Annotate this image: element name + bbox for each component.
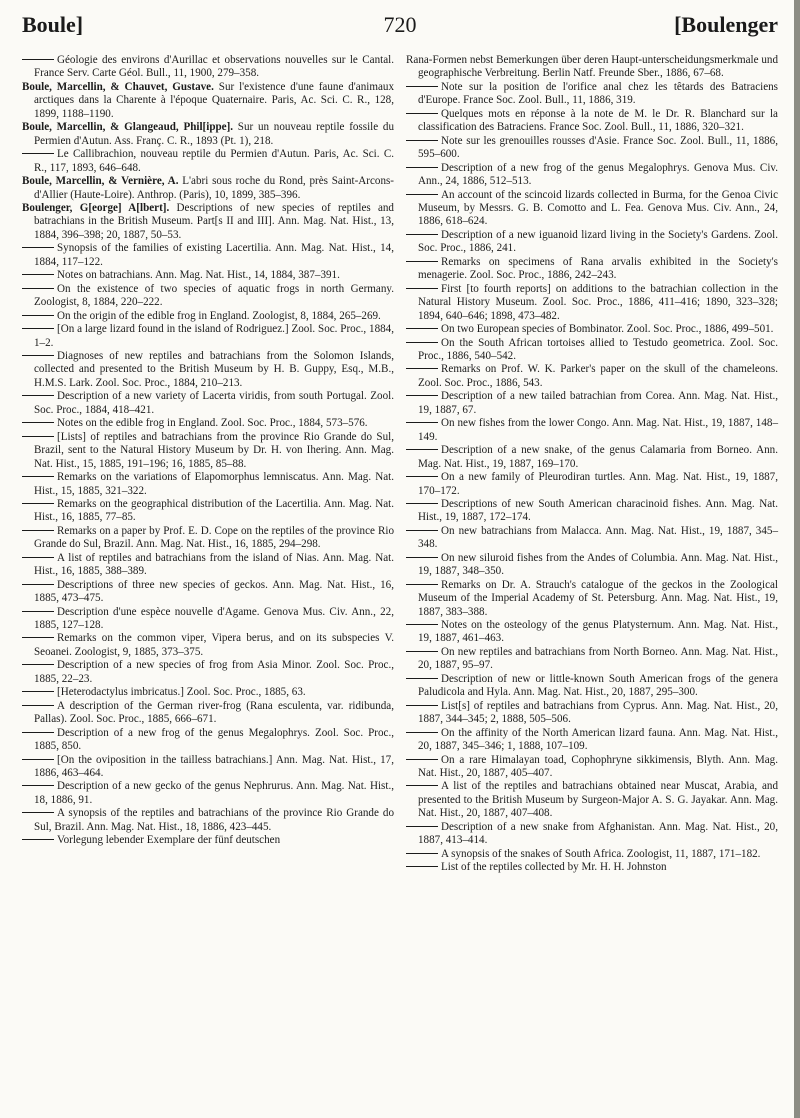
- entry-text: Description of a new snake, of the genus Calamaria from Borneo. Ann. Mag. Nat. Hist., 19, 1887, 169–170.: [418, 444, 778, 470]
- entry-text: Description of new or little-known South American frogs of the genera Paludicola and Hyla. Ann. Mag. Nat. Hist., 20, 1887, 295–300.: [418, 672, 778, 699]
- entry-text: Description of a new snake from Afghanistan. Ann. Mag. Nat. Hist., 20, 1887, 413–414.: [418, 820, 778, 847]
- entry-text: On new batrachians from Malacca. Ann. Mag. Nat. Hist., 19, 1887, 345–348.: [418, 524, 778, 551]
- ditto-dash: [406, 86, 438, 87]
- entry-text: First [to fourth reports] on additions to the batrachian collection in the Natural History Museum. Zool. Soc. Proc., 1886, 411–416; 1890, 323–328; 1894, 640–646; 1898, 473–482.: [418, 282, 778, 322]
- entry-text: Remarks on Prof. W. K. Parker's paper on the skull of the chameleons. Zool. Soc. Proc., 1886, 543.: [418, 363, 778, 389]
- ditto-dash: [22, 530, 54, 531]
- entry-text: L'abri sous roche du Rond, près Saint-Arcons-d'Allier (Haute-Loire). Anthrop. (Paris), 10, 1899, 385–396.: [34, 175, 394, 201]
- ditto-dash: [22, 274, 54, 275]
- entry-text: A list of reptiles and batrachians from the island of Nias. Ann. Mag. Nat. Hist., 16, 1885, 388–389.: [34, 551, 394, 578]
- ditto-dash: [406, 705, 438, 706]
- entry-text: [Heterodactylus imbricatus.] Zool. Soc. Proc., 1885, 63.: [57, 686, 306, 699]
- entry-text: Synopsis of the families of existing Lacertilia. Ann. Mag. Nat. Hist., 14, 1884, 117–122.: [34, 242, 394, 268]
- bibliography-entry: [406, 700, 778, 727]
- ditto-dash: [406, 422, 438, 423]
- ditto-dash: [22, 436, 54, 437]
- bibliography-entry: [406, 444, 778, 471]
- bibliography-entry: [22, 283, 394, 310]
- entry-text: Vorlegung lebender Exemplare der fünf deutschen: [57, 834, 281, 847]
- ditto-dash: [406, 476, 438, 477]
- bibliography-entry: [406, 525, 778, 552]
- entry-text: Notes on the edible frog in England. Zool. Soc. Proc., 1884, 573–576.: [57, 417, 368, 430]
- bibliography-entry: [22, 807, 394, 834]
- ditto-dash: [406, 732, 438, 733]
- entry-text: Notes on the osteology of the genus Platysternum. Ann. Mag. Nat. Hist., 19, 1887, 461–463.: [418, 619, 778, 645]
- bibliography-entry: [406, 81, 778, 108]
- ditto-dash: [22, 153, 54, 154]
- entry-text: Remarks on Dr. A. Strauch's catalogue of the geckos in the Zoological Museum of the Imperial Academy of St. Petersburg. Ann. Mag. Nat. Hist., 19, 1887, 383–388.: [418, 578, 778, 618]
- page-header: [22, 12, 778, 40]
- ditto-dash: [22, 611, 54, 612]
- entry-text: Descriptions of three new species of geckos. Ann. Mag. Nat. Hist., 16, 1885, 473–475.: [34, 578, 394, 605]
- entry-text: On the South African tortoises allied to Testudo geometrica. Zool. Soc. Proc., 1886, 540–542.: [418, 336, 778, 362]
- entry-author: Boulenger, G[eorge] A[lbert].: [22, 201, 170, 214]
- entry-text: Description of a new iguanoid lizard living in the Society's Gardens. Zool. Soc. Proc., 1886, 241.: [418, 228, 778, 255]
- entry-text: Quelques mots en réponse à la note de M. le Dr. R. Blanchard sur la classification des Batraciens. France Soc. Zool. Bull., 11, 1886, 320–321.: [418, 107, 778, 134]
- right-column: [406, 54, 778, 875]
- bibliography-entry: [406, 848, 778, 861]
- page-number: 720: [383, 12, 417, 37]
- bibliography-entry: [22, 754, 394, 781]
- ditto-dash: [406, 395, 438, 396]
- entry-text: Géologie des environs d'Aurillac et observations nouvelles sur le Cantal. France Serv. Carte Géol. Bull., 11, 1900, 279–358.: [34, 54, 394, 80]
- entry-text: List of the reptiles collected by Mr. H. H. Johnston: [441, 861, 667, 874]
- bibliography-entry: [22, 121, 394, 148]
- ditto-dash: [22, 812, 54, 813]
- entry-text: On new fishes from the lower Congo. Ann. Mag. Nat. Hist., 19, 1887, 148–149.: [418, 417, 778, 443]
- entry-text: On the affinity of the North American lizard fauna. Ann. Mag. Nat. Hist., 20, 1887, 345–346; 1, 1888, 107–109.: [418, 726, 778, 753]
- bibliography-entry: [406, 363, 778, 390]
- ditto-dash: [406, 530, 438, 531]
- bibliography-entry: [22, 175, 394, 202]
- bibliography-entry: [22, 686, 394, 699]
- bibliography-entry: [406, 821, 778, 848]
- bibliography-entry: [22, 498, 394, 525]
- entry-text: [Lists] of reptiles and batrachians from the province Rio Grande do Sul, Brazil, sent to the Natural History Museum by Dr. H. von Ihering. Ann. Mag. Nat. Hist., 15, 1885, 191–196; 16, 1885, 85–88.: [34, 430, 394, 470]
- bibliography-entry: [406, 861, 778, 874]
- entry-text: A list of the reptiles and batrachians obtained near Muscat, Arabia, and presented to the British Museum by Surgeon-Major A. S. G. Jayakar. Ann. Mag. Nat. Hist., 20, 1887, 407–408.: [418, 780, 778, 820]
- header-left-guide-word: Boule]: [22, 12, 84, 37]
- bibliography-entry: [22, 81, 394, 121]
- ditto-dash: [406, 328, 438, 329]
- ditto-dash: [22, 422, 54, 423]
- bibliography-entry: [22, 390, 394, 417]
- bibliography-entry: [22, 632, 394, 659]
- ditto-dash: [406, 342, 438, 343]
- bibliography-entry: [406, 579, 778, 619]
- ditto-dash: [406, 140, 438, 141]
- ditto-dash: [22, 705, 54, 706]
- ditto-dash: [406, 557, 438, 558]
- entry-text: Descriptions of new South American characinoid fishes. Ann. Mag. Nat. Hist., 19, 1887, 172–174.: [418, 497, 778, 524]
- entry-text: Description of a new gecko of the genus Nephrurus. Ann. Mag. Nat. Hist., 18, 1886, 91.: [34, 780, 394, 806]
- entry-text: Sur un nouveau reptile fossile du Permien d'Autun. Ass. Franç. C. R., 1893 (Pt. 1), 218.: [34, 121, 394, 147]
- ditto-dash: [22, 664, 54, 665]
- bibliography-entry: [22, 323, 394, 350]
- ditto-dash: [406, 826, 438, 827]
- bibliography-entry: [406, 727, 778, 754]
- entry-text: Notes on batrachians. Ann. Mag. Nat. Hist., 14, 1884, 387–391.: [57, 269, 340, 282]
- bibliography-entry: [22, 525, 394, 552]
- ditto-dash: [22, 732, 54, 733]
- ditto-dash: [22, 839, 54, 840]
- entry-text: On a new family of Pleurodiran turtles. Ann. Mag. Nat. Hist., 19, 1887, 170–172.: [418, 471, 778, 497]
- bibliography-entry: [22, 780, 394, 807]
- bibliography-entry: [406, 256, 778, 283]
- entry-text: On new siluroid fishes from the Andes of Columbia. Ann. Mag. Nat. Hist., 19, 1887, 348–350.: [418, 551, 778, 578]
- entry-text: Le Callibrachion, nouveau reptile du Permien d'Autun. Paris, Ac. Sci. C. R., 117, 1893, 646–648.: [34, 148, 394, 174]
- ditto-dash: [406, 503, 438, 504]
- entry-text: Diagnoses of new reptiles and batrachians from the Solomon Islands, collected and presented to the British Museum by H. B. Guppy, Esq., M.B., H.M.S. Lark. Zool. Soc. Proc., 1884, 210–213.: [34, 349, 394, 389]
- ditto-dash: [22, 288, 54, 289]
- bibliography-entry: [22, 579, 394, 606]
- entry-text: On a rare Himalayan toad, Cophophryne sikkimensis, Blyth. Ann. Mag. Nat. Hist., 20, 1887, 405–407.: [418, 753, 778, 780]
- ditto-dash: [22, 691, 54, 692]
- ditto-dash: [406, 368, 438, 369]
- ditto-dash: [22, 503, 54, 504]
- entry-text: Description of a new frog of the genus Megalophrys. Genova Mus. Civ. Ann., 24, 1886, 512–513.: [418, 161, 778, 188]
- bibliography-entry: [22, 350, 394, 390]
- entry-text: A synopsis of the snakes of South Africa. Zoologist, 11, 1887, 171–182.: [441, 847, 761, 860]
- entry-author: Boule, Marcellin, & Chauvet, Gustave.: [22, 80, 214, 93]
- ditto-dash: [22, 785, 54, 786]
- entry-text: Sur l'existence d'une faune d'animaux arctiques dans la Charente à l'époque Quaternaire. Paris, Ac. Sci. C. R., 128, 1899, 1188–1190.: [34, 80, 395, 120]
- bibliography-entry: [22, 269, 394, 282]
- ditto-dash: [22, 759, 54, 760]
- ditto-dash: [22, 637, 54, 638]
- ditto-dash: [406, 194, 438, 195]
- entry-text: Description of a new species of frog from Asia Minor. Zool. Soc. Proc., 1885, 22–23.: [34, 659, 394, 685]
- ditto-dash: [406, 113, 438, 114]
- entry-text: An account of the scincoid lizards collected in Burma, for the Genoa Civic Museum, by Messrs. G. B. Comotto and L. Fea. Genova Mus. Civ. Ann., 24, 1886, 618–624.: [418, 188, 778, 228]
- entry-text: Note sur la position de l'orifice anal chez les têtards des Batraciens d'Europe. France Soc. Zool. Bull., 11, 1886, 319.: [418, 80, 778, 107]
- bibliography-entry: [406, 337, 778, 364]
- entry-text: Remarks on a paper by Prof. E. D. Cope on the reptiles of the province Rio Grande do Sul, Brazil. Ann. Mag. Nat. Hist., 16, 1885, 294–298.: [34, 524, 394, 551]
- bibliography-entry: [22, 431, 394, 471]
- ditto-dash: [406, 624, 438, 625]
- ditto-dash: [406, 759, 438, 760]
- bibliography-entry: [406, 135, 778, 162]
- ditto-dash: [22, 395, 54, 396]
- ditto-dash: [22, 59, 54, 60]
- entry-text: A synopsis of the reptiles and batrachians of the province Rio Grande do Sul, Brazil. Ann. Mag. Nat. Hist., 18, 1886, 423–445.: [34, 807, 394, 833]
- bibliography-entry: [406, 229, 778, 256]
- entry-text: Description of a new tailed batrachian from Corea. Ann. Mag. Nat. Hist., 19, 1887, 67.: [418, 390, 778, 416]
- ditto-dash: [406, 288, 438, 289]
- bibliography-entry: [406, 323, 778, 336]
- entry-text: Remarks on the variations of Elapomorphus lemniscatus. Ann. Mag. Nat. Hist., 15, 1885, 321–322.: [34, 471, 394, 497]
- entry-text: On the origin of the edible frog in England. Zoologist, 8, 1884, 265–269.: [57, 309, 381, 322]
- bibliography-entry: [22, 54, 394, 81]
- entry-text: List[s] of reptiles and batrachians from Cyprus. Ann. Mag. Nat. Hist., 20, 1887, 344–345; 2, 1888, 505–506.: [418, 699, 778, 726]
- entry-text: Remarks on the common viper, Vipera berus, and on its subspecies V. Seoanei. Zoologist, 9, 1885, 373–375.: [34, 632, 394, 658]
- ditto-dash: [406, 651, 438, 652]
- ditto-dash: [406, 261, 438, 262]
- bibliography-entry: [22, 834, 394, 847]
- entry-text: A description of the German river-frog (Rana esculenta, var. ridibunda, Pallas). Zool. Soc. Proc., 1885, 666–671.: [34, 699, 394, 726]
- bibliography-entry: [406, 646, 778, 673]
- bibliography-entry: [406, 189, 778, 229]
- bibliography-entry: [22, 727, 394, 754]
- bibliography-entry: [22, 310, 394, 323]
- ditto-dash: [22, 476, 54, 477]
- bibliography-entry: [406, 673, 778, 700]
- entry-text: [On a large lizard found in the island of Rodriguez.] Zool. Soc. Proc., 1884, 1–2.: [34, 323, 394, 349]
- entry-text: Descriptions of new species of reptiles and batrachians in the British Museum. Part[s II and III]. Ann. Mag. Nat. Hist., 13, 1884, 396–398; 20, 1887, 50–53.: [34, 201, 394, 241]
- bibliography-entry: [22, 606, 394, 633]
- bibliography-entry: [406, 108, 778, 135]
- ditto-dash: [406, 234, 438, 235]
- ditto-dash: [22, 328, 54, 329]
- entry-text: Description d'une espèce nouvelle d'Agame. Genova Mus. Civ. Ann., 22, 1885, 127–128.: [34, 605, 394, 632]
- entry-author: Boule, Marcellin, & Glangeaud, Phil[ippe].: [22, 121, 234, 134]
- bibliography-entry: [406, 552, 778, 579]
- ditto-dash: [22, 247, 54, 248]
- bibliography-entry: [406, 498, 778, 525]
- bibliography-entry: [22, 659, 394, 686]
- entry-text: On the existence of two species of aquatic frogs in north Germany. Zoologist, 8, 1884, 220–222.: [34, 282, 394, 309]
- ditto-dash: [406, 866, 438, 867]
- entry-text: On two European species of Bombinator. Zool. Soc. Proc., 1886, 499–501.: [441, 323, 774, 336]
- entry-text: Description of a new frog of the genus Megalophrys. Zool. Soc. Proc., 1885, 850.: [34, 726, 394, 753]
- ditto-dash: [22, 557, 54, 558]
- entry-text: Description of a new variety of Lacerta viridis, from south Portugal. Zool. Soc. Proc., 1884, 418–421.: [34, 390, 394, 416]
- bibliography-entry: [406, 54, 778, 81]
- entry-text: Rana-Formen nebst Bemerkungen über deren Haupt-unterscheidungsmerkmale und geographische Verbreitung. Berlin Natf. Freunde Sber., 1886, 67–68.: [406, 54, 778, 80]
- bibliography-entry: [22, 552, 394, 579]
- ditto-dash: [22, 584, 54, 585]
- entry-author: Boule, Marcellin, & Vernière, A.: [22, 175, 179, 188]
- bibliography-entry: [406, 619, 778, 646]
- entry-text: Remarks on the geographical distribution of the Lacertilia. Ann. Mag. Nat. Hist., 16, 1885, 77–85.: [34, 497, 394, 524]
- bibliography-entry: [406, 390, 778, 417]
- entry-text: On new reptiles and batrachians from North Borneo. Ann. Mag. Nat. Hist., 20, 1887, 95–97.: [418, 645, 778, 672]
- bibliography-entry: [406, 754, 778, 781]
- header-right-guide-word: [Boulenger: [674, 12, 778, 37]
- ditto-dash: [406, 449, 438, 450]
- bibliography-entry: [406, 283, 778, 323]
- ditto-dash: [406, 584, 438, 585]
- bibliography-entry: [406, 417, 778, 444]
- bibliography-entry: [22, 417, 394, 430]
- ditto-dash: [406, 167, 438, 168]
- bibliography-entry: [22, 148, 394, 175]
- ditto-dash: [22, 315, 54, 316]
- entry-text: Remarks on specimens of Rana arvalis exhibited in the Society's menagerie. Zool. Soc. Proc., 1886, 242–243.: [418, 255, 778, 282]
- page-edge: [794, 0, 800, 1118]
- bibliography-entry: [22, 471, 394, 498]
- entry-text: Note sur les grenouilles rousses d'Asie. France Soc. Zool. Bull., 11, 1886, 595–600.: [418, 134, 778, 161]
- entry-text: [On the oviposition in the tailless batrachians.] Ann. Mag. Nat. Hist., 17, 1886, 463–464.: [34, 753, 394, 780]
- ditto-dash: [406, 853, 438, 854]
- bibliography-entry: [22, 700, 394, 727]
- ditto-dash: [406, 678, 438, 679]
- bibliography-entry: [22, 242, 394, 269]
- ditto-dash: [22, 355, 54, 356]
- ditto-dash: [406, 785, 438, 786]
- bibliography-entry: [406, 162, 778, 189]
- left-column: [22, 54, 394, 848]
- bibliography-entry: [406, 471, 778, 498]
- bibliography-entry: [406, 780, 778, 820]
- bibliography-entry: [22, 202, 394, 242]
